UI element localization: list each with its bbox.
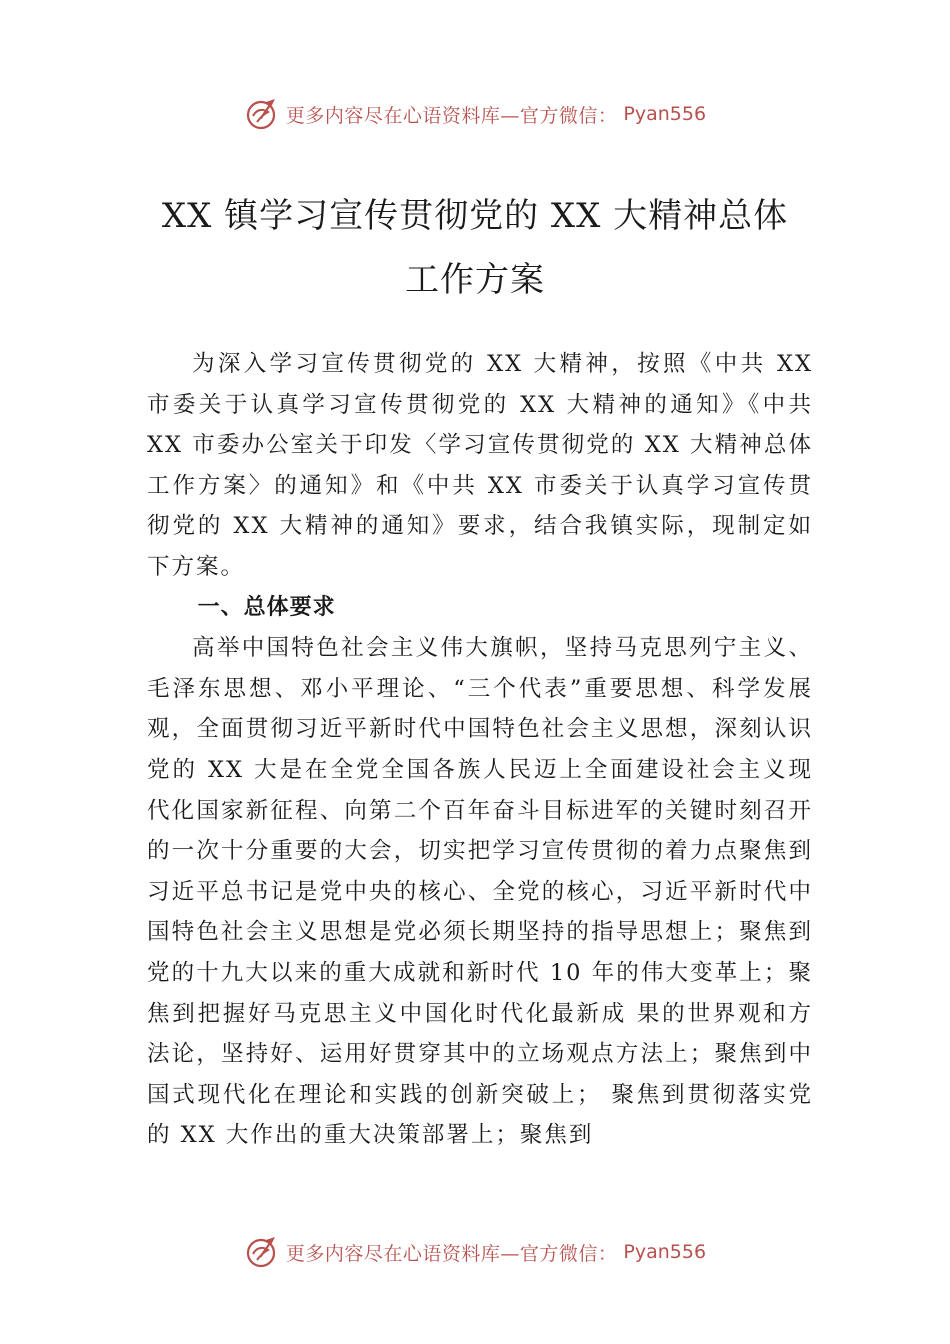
brush-seal-logo-icon <box>244 1234 280 1270</box>
banner-wechat-id: Pyan556 <box>623 103 707 125</box>
section-heading: 一、总体要求 <box>197 594 336 620</box>
brush-seal-logo-icon <box>244 96 280 132</box>
document-title-line-1: XX 镇学习宣传贯彻党的 XX 大精神总体 <box>161 196 789 236</box>
banner-wechat-id: Pyan556 <box>623 1241 707 1263</box>
banner-text: 更多内容尽在心语资料库—官方微信： <box>285 1242 618 1265</box>
document-title-line-2: 工作方案 <box>405 260 545 300</box>
banner-text: 更多内容尽在心语资料库—官方微信： <box>285 104 618 127</box>
intro-paragraph: 为深入学习宣传贯彻党的 XX 大精神，按照《中共 XX 市委关于认真学习宣传贯彻党的 XX 大精神的通知》《中共 XX 市委办公室关于印发〈学习宣传贯彻党的 XX 大精神总体工作方案〉的通知》和《中共 XX 市委关于认真学习宣传贯彻党的 XX 大精神的通知》要求，结合我镇实际，现制定如下方案。 <box>147 351 813 580</box>
section-paragraph: 高举中国特色社会主义伟大旗帜，坚持马克思列宁主义、毛泽东思想、邓小平理论、“三个代表”重要思想、科学发展观，全面贯彻习近平新时代中国特色社会主义思想，深刻认识党的 XX 大是在全党全国各族人民迈上全面建设社会主义现代化国家新征程、向第二个百年奋斗目标进军的关键时刻召开的一次十分重要的大会，切实把学习宣传贯彻的着力点聚焦到习近平总书记是党中央的核心、全党的核心，习近平新时代中国特色社会主义思想是党必须长期坚持的指导思想上；聚焦到党的十九大以来的重大成就和新时代 10 年的伟大变革上；聚焦到把握好马克思主义中国化时代化最新成 果的世界观和方法论，坚持好、运用好贯穿其中的立场观点方法上；聚焦到中国式现代化在理论和实践的创新突破上； 聚焦到贯彻落实党的 XX 大作出的重大决策部署上；聚焦到 <box>147 635 813 1149</box>
document-body <box>147 344 813 1156</box>
header-banner <box>0 94 950 134</box>
footer-banner <box>0 1232 950 1272</box>
